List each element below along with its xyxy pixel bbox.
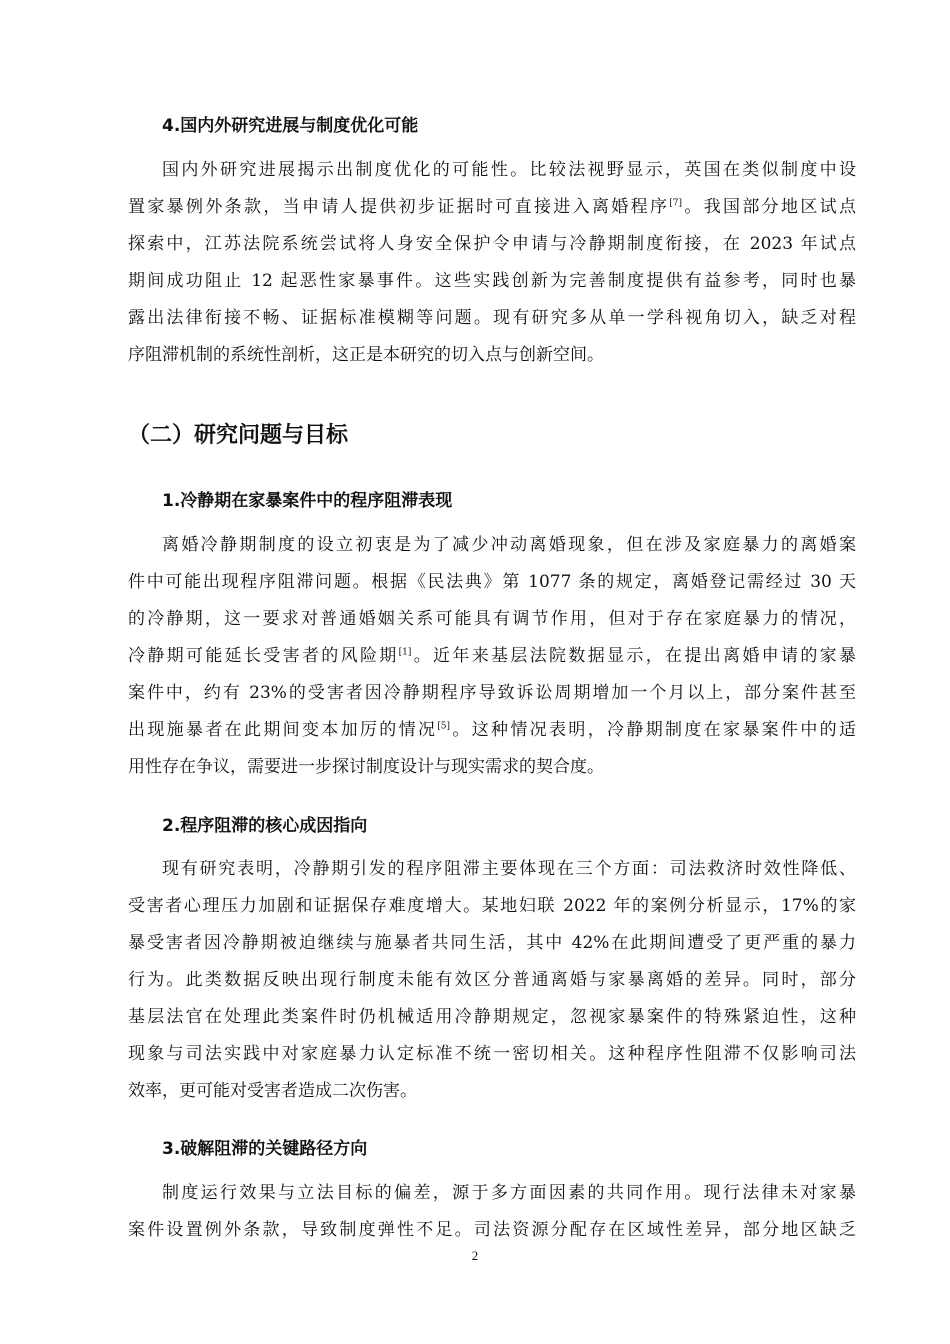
paragraph-line: 制度运行效果与立法目标的偏差，源于多方面因素的共同作用。现行法律未对家暴 [162,1183,856,1203]
paragraph-procedural-obstruction [128,527,856,786]
citation-ref[interactable]: [1] [398,647,412,658]
paragraph-core-causes [128,851,856,1110]
paragraph-line: 现象与司法实践中对家庭暴力认定标准不统一密切相关。这种程序性阻滞不仅影响司法 [128,1044,856,1064]
text-run: 。近年来基层法院数据显示，在提出离婚申请的家暴 [411,646,856,666]
paragraph-line: 离婚冷静期制度的设立初衷是为了减少冲动离婚现象，但在涉及家庭暴力的离婚案 [162,535,856,555]
paragraph-line: 用性存在争议，需要进一步探讨制度设计与现实需求的契合度。 [128,757,604,777]
paragraph-line: 件中可能出现程序阻滞问题。根据《民法典》第 1077 条的规定，离婚登记需经过 30 天 [128,572,856,592]
paragraph-line: 受害者心理压力加剧和证据保存难度增大。某地妇联 2022 年的案例分析显示，17%的家 [128,896,856,916]
paragraph-research-progress [128,152,856,374]
text-run: 冷静期可能延长受害者的风险期 [128,646,399,666]
paragraph-line: 行为。此类数据反映出现行制度未能有效区分普通离婚与家暴离婚的差异。同时，部分 [128,970,856,990]
text-run: 。这种情况表明，冷静期制度在家暴案件中的适 [450,720,856,740]
paragraph-line: 案件设置例外条款，导致制度弹性不足。司法资源分配存在区域性差异，部分地区缺乏 [128,1220,856,1240]
paragraph-line: 序阻滞机制的系统性剖析，这正是本研究的切入点与创新空间。 [128,345,604,365]
paragraph-line: 效率，更可能对受害者造成二次伤害。 [128,1081,417,1101]
paragraph-line: 暴受害者因冷静期被迫继续与施暴者共同生活，其中 42%在此期间遭受了更严重的暴力 [128,933,856,953]
text-run: 置家暴例外条款，当申请人提供初步证据时可直接进入离婚程序 [128,197,670,217]
paragraph-line: 基层法官在处理此类案件时仍机械适用冷静期规定，忽视家暴案件的特殊紧迫性，这种 [128,1007,856,1027]
section-heading-3: 3.破解阻滞的关键路径方向 [162,1139,368,1159]
page-number: 2 [471,1248,479,1263]
paragraph-line: 国内外研究进展揭示出制度优化的可能性。比较法视野显示，英国在类似制度中设 [162,160,856,180]
paragraph-line: 案件中，约有 23%的受害者因冷静期程序导致诉讼周期增加一个月以上，部分案件甚至 [128,683,856,703]
paragraph-line: 的冷静期，这一要求对普通婚姻关系可能具有调节作用，但对于存在家庭暴力的情况， [128,609,856,629]
text-run: 出现施暴者在此期间变本加厉的情况 [128,720,438,740]
section-heading-4: 4.国内外研究进展与制度优化可能 [162,116,419,136]
paragraph-line: 露出法律衔接不畅、证据标准模糊等问题。现有研究多从单一学科视角切入，缺乏对程 [128,308,856,328]
paragraph-line [128,638,856,675]
paragraph-key-paths [128,1175,856,1249]
citation-ref[interactable]: [7] [669,198,683,209]
paragraph-line [128,189,856,226]
text-run: 。我国部分地区试点 [682,197,856,217]
paragraph-line: 现有研究表明，冷静期引发的程序阻滞主要体现在三个方面：司法救济时效性降低、 [162,859,856,879]
chapter-heading: （二）研究问题与目标 [128,423,349,448]
paragraph-line: 期间成功阻止 12 起恶性家暴事件。这些实践创新为完善制度提供有益参考，同时也暴 [128,271,856,291]
paragraph-line [128,712,856,749]
section-heading-1: 1.冷静期在家暴案件中的程序阻滞表现 [162,491,453,511]
paragraph-line: 探索中，江苏法院系统尝试将人身安全保护令申请与冷静期制度衔接，在 2023 年试点 [128,234,856,254]
section-heading-2: 2.程序阻滞的核心成因指向 [162,816,368,836]
citation-ref[interactable]: [5] [437,721,451,732]
